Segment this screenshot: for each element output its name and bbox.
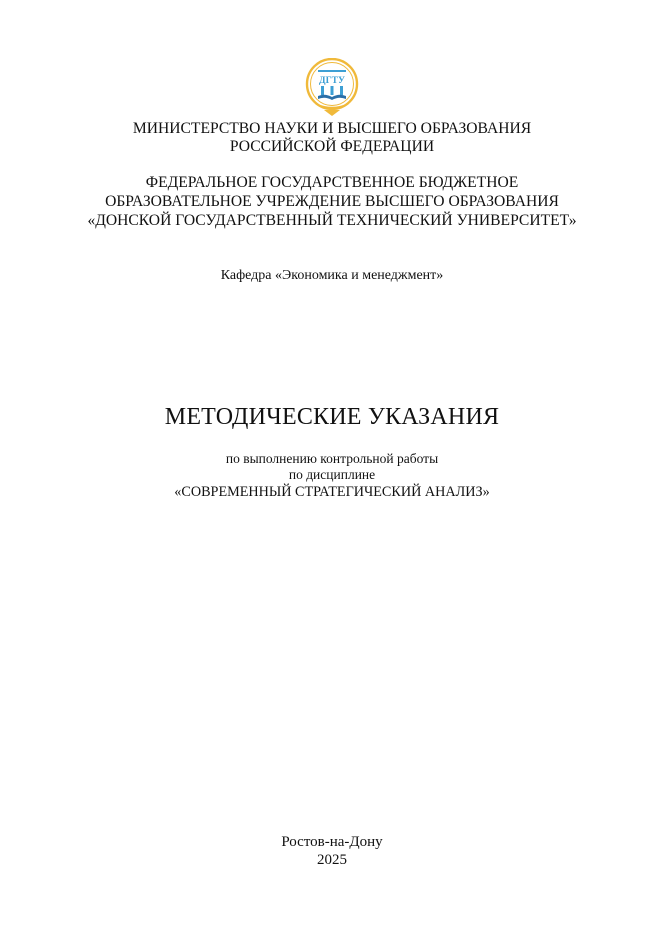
discipline-name: «СОВРЕМЕННЫЙ СТРАТЕГИЧЕСКИЙ АНАЛИЗ» xyxy=(174,484,490,500)
department-line: Кафедра «Экономика и менеджмент» xyxy=(220,268,444,283)
department-name xyxy=(0,267,664,284)
document-title xyxy=(0,402,664,432)
institution-heading xyxy=(0,173,664,230)
institution-line: «ДОНСКОЙ ГОСУДАРСТВЕННЫЙ ТЕХНИЧЕСКИЙ УНИВЕРСИТЕТ» xyxy=(87,212,577,229)
publication-year: 2025 xyxy=(317,852,347,868)
ministry-heading xyxy=(0,120,664,156)
institution-line: ФЕДЕРАЛЬНОЕ ГОСУДАРСТВЕННОЕ БЮДЖЕТНОЕ xyxy=(145,174,519,191)
document-title-text: МЕТОДИЧЕСКИЕ УКАЗАНИЯ xyxy=(164,404,500,430)
logo-pedestal xyxy=(324,110,340,116)
ministry-line: МИНИСТЕРСТВО НАУКИ И ВЫСШЕГО ОБРАЗОВАНИЯ xyxy=(132,120,532,137)
logo-column-right xyxy=(340,86,343,95)
publication-city: Ростов-на-Дону xyxy=(281,834,383,850)
logo-column-center xyxy=(331,86,334,95)
logo-column-left xyxy=(321,86,324,95)
university-logo xyxy=(304,58,360,118)
subtitle-line: по дисциплине xyxy=(288,467,376,482)
document-subtitle xyxy=(0,451,664,501)
subtitle-line: по выполнению контрольной работы xyxy=(225,451,439,466)
publication-info xyxy=(0,833,664,869)
logo-roof xyxy=(318,70,346,72)
ministry-line: РОССИЙСКОЙ ФЕДЕРАЦИИ xyxy=(229,138,435,155)
logo-lettering: ДГТУ xyxy=(319,76,345,86)
institution-line: ОБРАЗОВАТЕЛЬНОЕ УЧРЕЖДЕНИЕ ВЫСШЕГО ОБРАЗОВАНИЯ xyxy=(105,193,559,210)
